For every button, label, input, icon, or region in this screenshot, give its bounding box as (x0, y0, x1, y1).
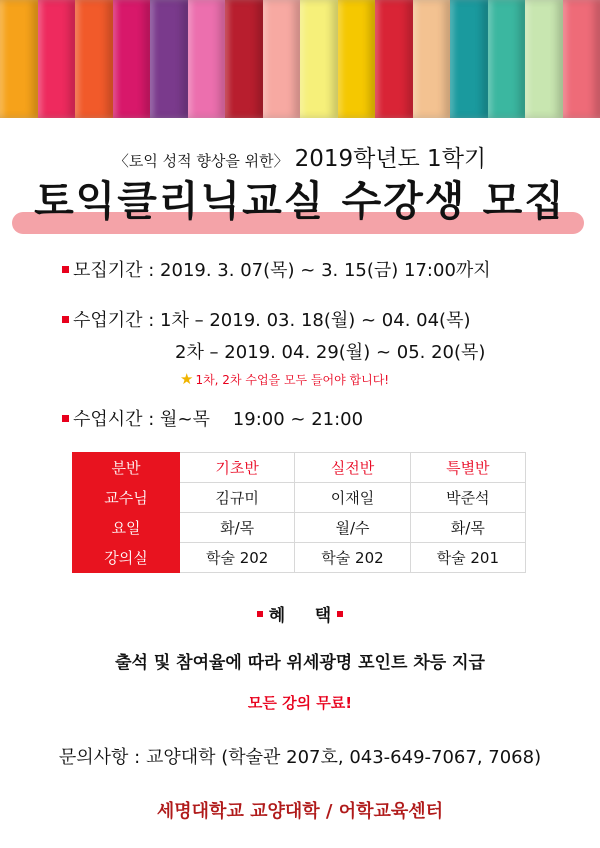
subtitle-small: 〈토익 성적 향상을 위한〉 (113, 152, 289, 170)
table-cell: 학술 202 (295, 543, 410, 573)
stripe (413, 0, 451, 118)
stripe (75, 0, 113, 118)
table-column-header: 실전반 (295, 453, 410, 483)
stripe (150, 0, 188, 118)
recruit-period (62, 256, 491, 282)
row-label: 요일 (73, 513, 180, 543)
decorative-stripes (0, 0, 600, 118)
bullet-icon (337, 611, 343, 617)
class-period-2 (175, 338, 485, 364)
stripe (488, 0, 526, 118)
stripe (300, 0, 338, 118)
stripe (263, 0, 301, 118)
stripe (188, 0, 226, 118)
table-header-label: 분반 (73, 453, 180, 483)
table-cell: 학술 202 (180, 543, 295, 573)
headline: 토익클리닉교실 수강생 모집 (34, 177, 566, 225)
notice (180, 370, 389, 388)
class-period-2-text: 2차 – 2019. 04. 29(월) ~ 05. 20(목) (175, 342, 486, 363)
table-cell: 학술 201 (410, 543, 525, 573)
subtitle-big: 2019학년도 1학기 (294, 146, 487, 172)
notice-text: 1차, 2차 수업을 모두 들어야 합니다! (195, 373, 390, 387)
stripe (525, 0, 563, 118)
free-notice: 모든 강의 무료! (247, 694, 353, 712)
benefit-title-text: 혜 택 (268, 606, 332, 626)
table-row (73, 483, 526, 513)
row-label: 교수님 (73, 483, 180, 513)
table-cell: 박준석 (410, 483, 525, 513)
table-column-header: 특별반 (410, 453, 525, 483)
class-period-1-text: 수업기간 : 1차 – 2019. 03. 18(월) ~ 04. 04(목) (73, 310, 471, 331)
table-header-row (73, 453, 526, 483)
organization: 세명대학교 교양대학 / 어학교육센터 (156, 801, 444, 822)
stripe (38, 0, 76, 118)
stripe (563, 0, 600, 118)
bullet-icon (62, 316, 69, 323)
class-time-text: 수업시간 : 월~목 19:00 ~ 21:00 (73, 409, 364, 430)
table-cell: 이재일 (295, 483, 410, 513)
stripe (113, 0, 151, 118)
stripe (338, 0, 376, 118)
table-row (73, 543, 526, 573)
benefit-text: 출석 및 참여율에 따라 위세광명 포인트 차등 지급 (115, 653, 485, 673)
schedule-table (72, 452, 526, 573)
stripe (450, 0, 488, 118)
row-label: 강의실 (73, 543, 180, 573)
stripe (225, 0, 263, 118)
table-cell: 월/수 (295, 513, 410, 543)
table-row (73, 513, 526, 543)
stripe (375, 0, 413, 118)
recruit-period-text: 모집기간 : 2019. 3. 07(목) ~ 3. 15(금) 17:00까지 (73, 260, 491, 281)
table-cell: 화/목 (180, 513, 295, 543)
class-period-1 (62, 306, 471, 332)
table-cell: 김규미 (180, 483, 295, 513)
bullet-icon (62, 415, 69, 422)
stripe (0, 0, 38, 118)
bullet-icon (257, 611, 263, 617)
contact-info: 문의사항 : 교양대학 (학술관 207호, 043-649-7067, 7068) (58, 747, 542, 768)
benefit-title (0, 601, 600, 626)
bullet-icon (62, 266, 69, 273)
table-column-header: 기초반 (180, 453, 295, 483)
class-time (62, 405, 363, 431)
star-icon: ★ (180, 370, 194, 388)
table-cell: 화/목 (410, 513, 525, 543)
